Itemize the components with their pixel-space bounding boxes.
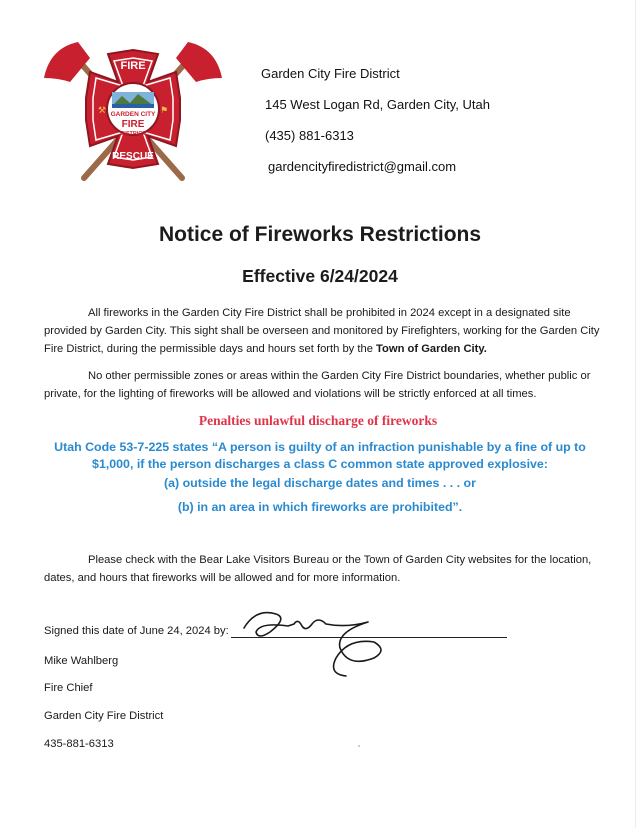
- signer-name: Mike Wahlberg: [44, 655, 119, 667]
- paragraph-prohibition-text: All fireworks in the Garden City Fire District shall be prohibited in 2024 except in a designated site provided by Garden City. This sight shall be overseen and monitored by Firefighters, working for the Garden City Fire District, during the permissible days and hours set forth by the: [44, 307, 600, 355]
- logo-center-line3: DISTRICT: [120, 131, 146, 137]
- logo-center-line1: GARDEN CITY: [110, 111, 156, 118]
- hydrant-emblem-icon: ⚑: [159, 105, 169, 115]
- scan-speck: [358, 745, 360, 747]
- district-phone: (435) 881-6313: [265, 128, 354, 143]
- penalty-heading: Penalties unlawful discharge of fireworks: [198, 413, 438, 428]
- district-name: Garden City Fire District: [261, 66, 400, 81]
- utah-code-item-b: (b) in an area in which fireworks are prohibited”.: [177, 500, 463, 514]
- paragraph-prohibition: [44, 304, 604, 358]
- signer-organization: Garden City Fire District: [44, 710, 164, 722]
- handwritten-signature: [236, 598, 396, 683]
- logo-center-line2: FIRE: [121, 119, 145, 130]
- notice-title: Notice of Fireworks Restrictions: [158, 223, 482, 246]
- signer-phone: 435-881-6313: [44, 738, 114, 750]
- town-of-garden-city: Town of Garden City.: [376, 343, 487, 355]
- utah-code-item-a: (a) outside the legal discharge dates and times . . . or: [164, 476, 476, 490]
- district-email: gardencityfiredistrict@gmail.com: [268, 159, 457, 174]
- utah-code-statement: Utah Code 53-7-225 states “A person is guilty of an infraction punishable by a fine of up to $1,000, if the person discharges a class C common state approved explosive:: [54, 440, 586, 471]
- signer-role: Fire Chief: [44, 682, 93, 694]
- paragraph-more-info: [44, 551, 604, 587]
- effective-date: Effective 6/24/2024: [242, 266, 398, 286]
- logo-top-text: FIRE: [120, 60, 146, 72]
- ladder-emblem-icon: ⚒: [97, 105, 107, 115]
- district-address: 145 West Logan Rd, Garden City, Utah: [265, 97, 490, 112]
- paragraph-zones-text: No other permissible zones or areas within the Garden City Fire District boundaries, whether public or private, for the lighting of fireworks will be allowed and violations will be strictly enforced at all times.: [44, 370, 591, 400]
- logo-bottom-text: RESCUE: [112, 151, 154, 162]
- fire-district-logo: [40, 38, 226, 186]
- right-axe-head-icon: [176, 42, 222, 82]
- scan-edge: [635, 0, 636, 828]
- paragraph-zones: [44, 367, 604, 403]
- left-axe-head-icon: [44, 42, 90, 82]
- signed-date-text: Signed this date of June 24, 2024 by:: [44, 625, 229, 637]
- paragraph-more-info-text: Please check with the Bear Lake Visitors Bureau or the Town of Garden City websites for the location, dates, and hours that fireworks will be allowed and for more information.: [44, 554, 592, 584]
